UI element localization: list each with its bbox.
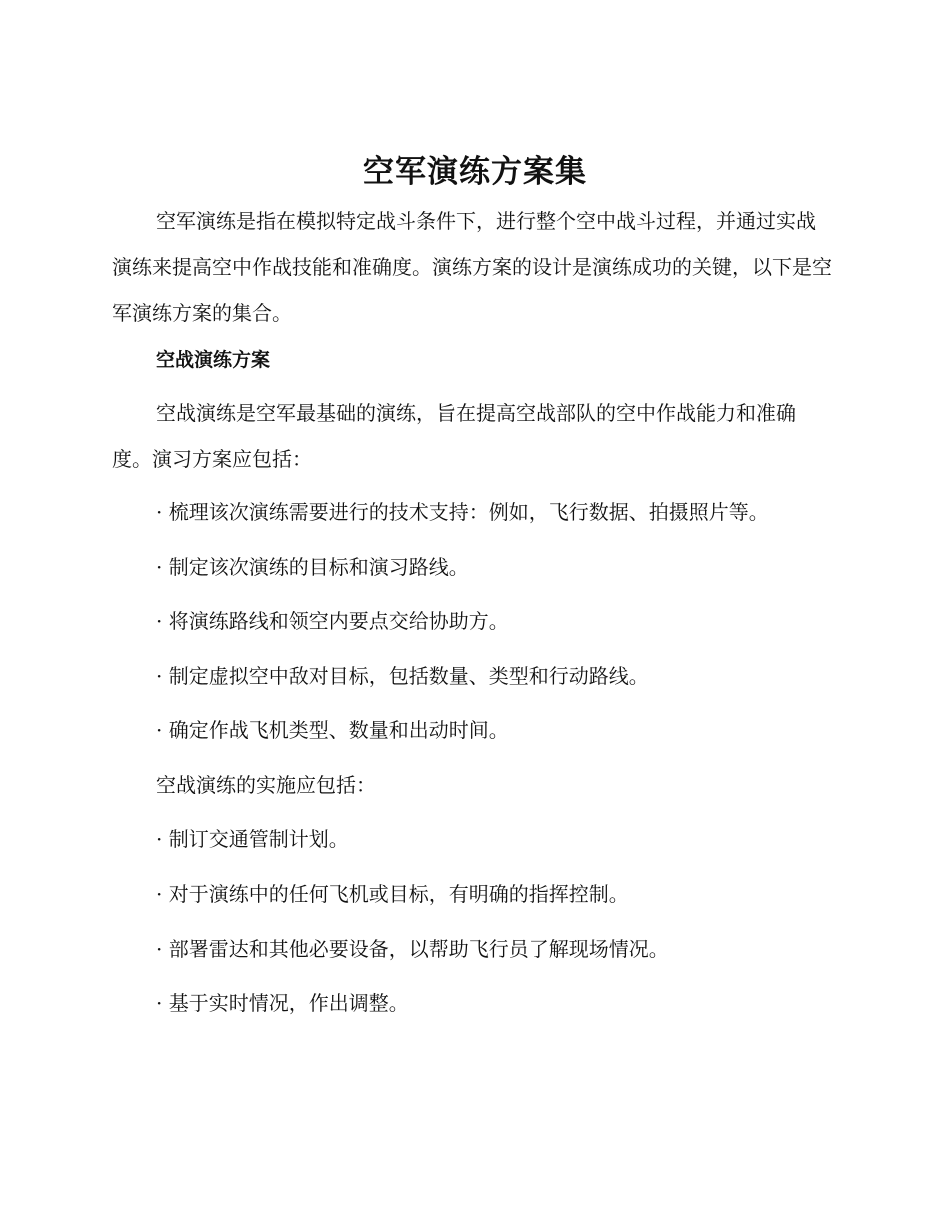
implementation-intro: 空战演练的实施应包括： [156, 773, 376, 797]
implementation-item: · 基于实时情况，作出调整。 [156, 991, 409, 1015]
plan-item: · 制定该次演练的目标和演习路线。 [156, 555, 469, 579]
plan-item: · 将演练路线和领空内要点交给协助方。 [156, 609, 509, 633]
implementation-item: · 部署雷达和其他必要设备，以帮助飞行员了解现场情况。 [156, 937, 669, 961]
section-heading: 空战演练方案 [156, 349, 271, 371]
plan-item: · 确定作战飞机类型、数量和出动时间。 [156, 718, 509, 742]
implementation-item: · 对于演练中的任何飞机或目标，有明确的指挥控制。 [156, 882, 629, 906]
implementation-item: · 制订交通管制计划。 [156, 827, 349, 851]
section-intro-paragraph: 空战演练是空军最基础的演练，旨在提高空战部队的空中作战能力和准确度。演习方案应包括： [112, 401, 796, 471]
intro-paragraph: 空军演练是指在模拟特定战斗条件下，进行整个空中战斗过程，并通过实战演练来提高空中作战技能和准确度。演练方案的设计是演练成功的关键，以下是空军演练方案的集合。 [112, 209, 832, 325]
document-title: 空军演练方案集 [363, 154, 587, 190]
plan-item: · 梳理该次演练需要进行的技术支持：例如，飞行数据、拍摄照片等。 [156, 500, 769, 524]
plan-item: · 制定虚拟空中敌对目标，包括数量、类型和行动路线。 [156, 664, 649, 688]
